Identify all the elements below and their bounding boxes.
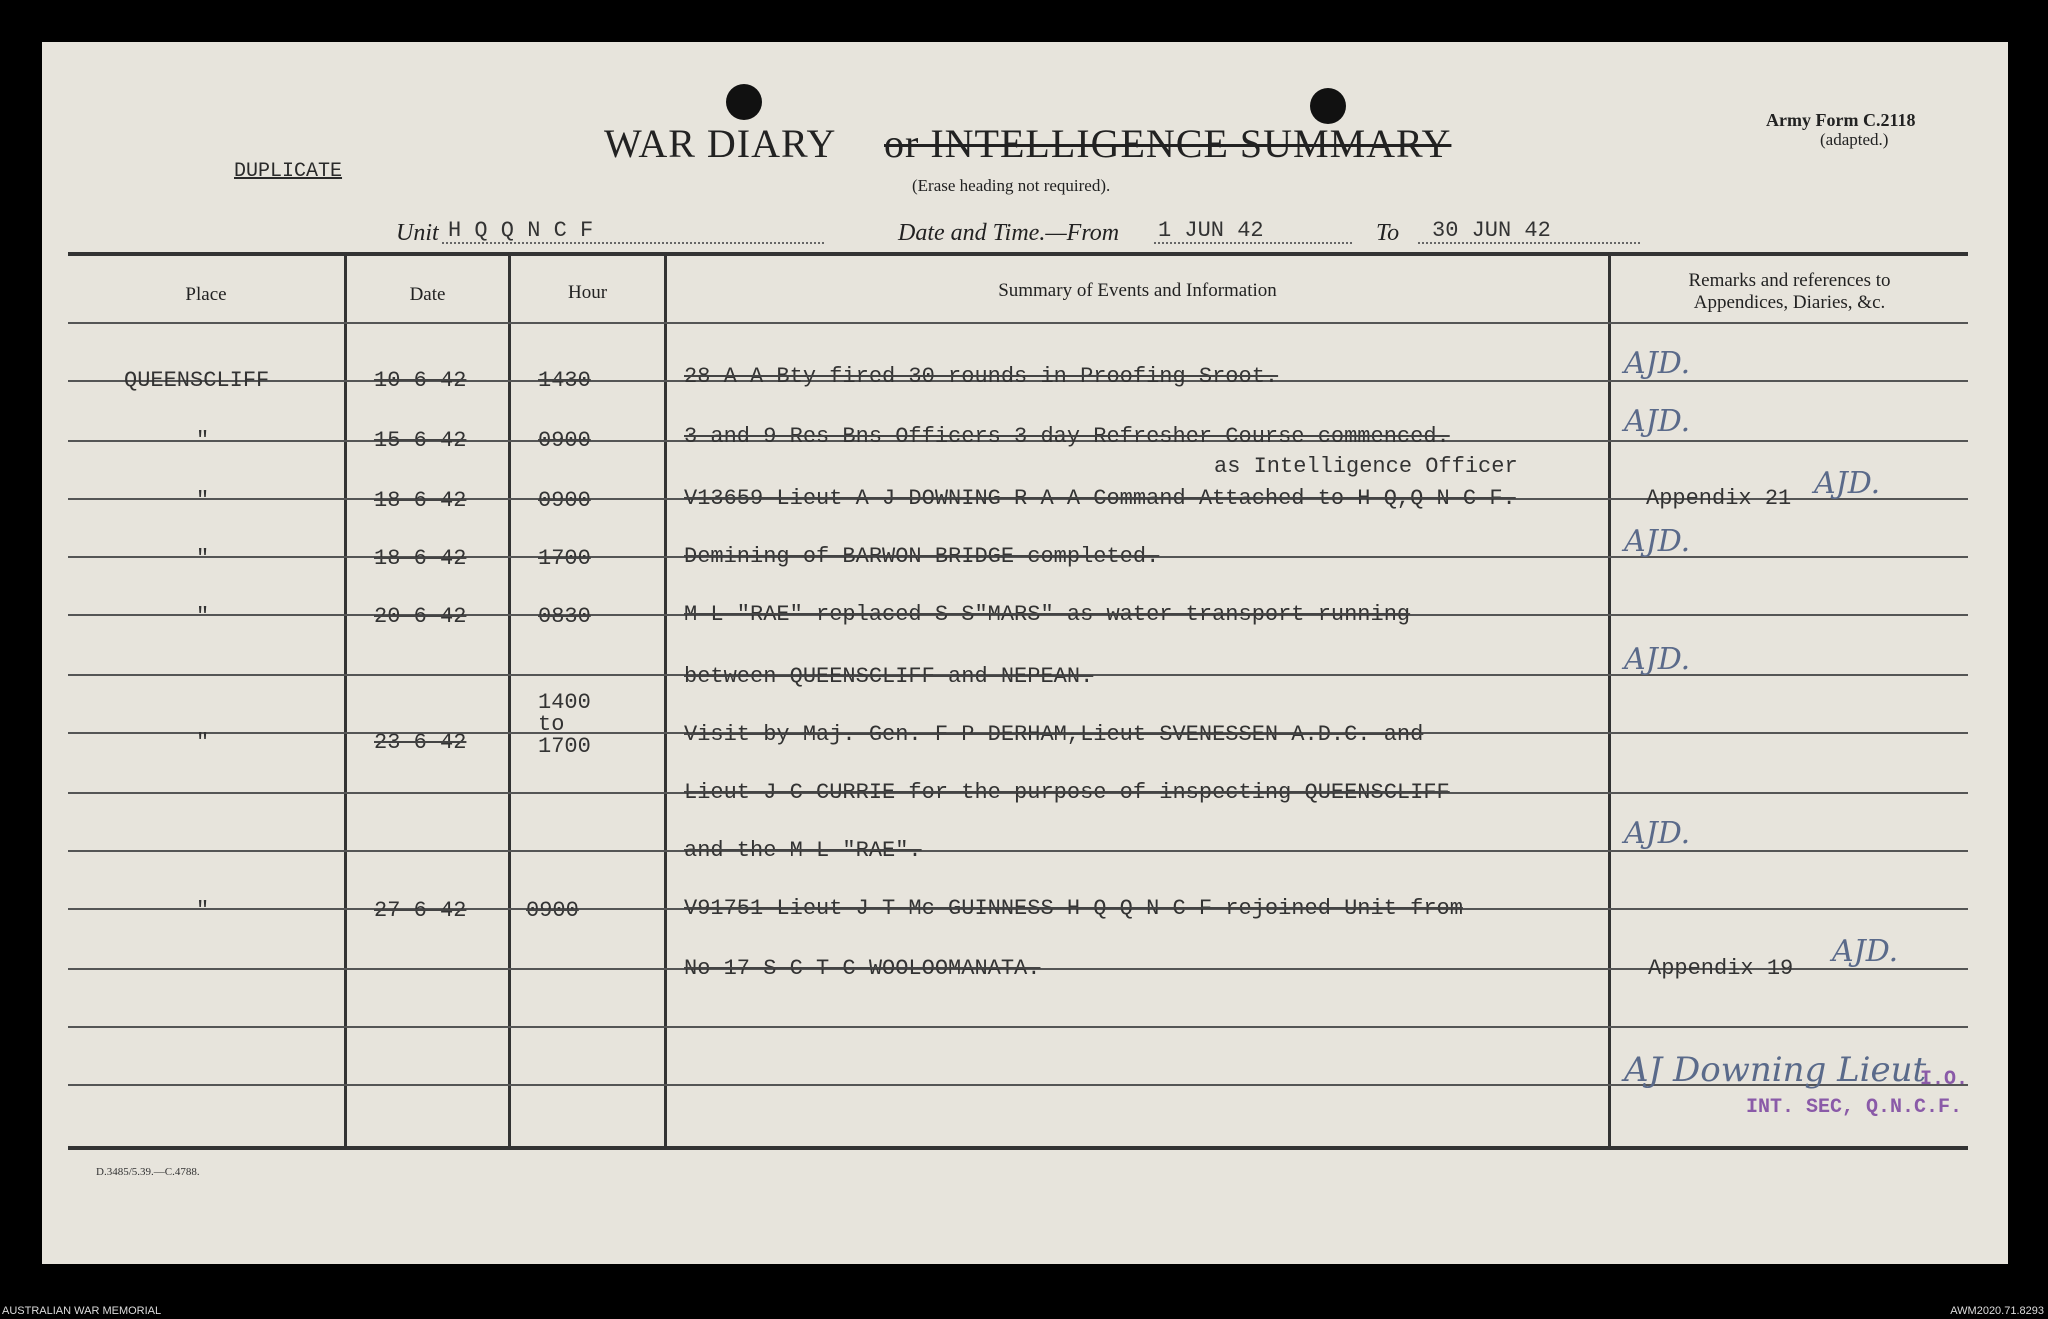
column-header-place: Place (185, 284, 227, 305)
entry-place: " (196, 898, 210, 923)
column-header-summary: Summary of Events and Information (998, 280, 1277, 301)
unit-value: H Q Q N C F (448, 218, 594, 243)
entry-initials: AJD. (1624, 404, 1691, 439)
row-rule (68, 1026, 1968, 1028)
column-header-hour: Hour (567, 282, 608, 303)
entry-summary: between QUEENSCLIFF and NEPEAN. (684, 664, 1094, 689)
struck-subtitle: or INTELLIGENCE SUMMARY (884, 121, 1452, 166)
entry-remarks: Appendix 21 (1646, 486, 1792, 511)
column-divider (508, 254, 511, 1148)
page-title: WAR DIARY (604, 121, 837, 166)
entry-summary: and the M L "RAE". (684, 838, 922, 863)
entry-date: 20-6-42 (374, 604, 467, 629)
erase-note: (Erase heading not required). (912, 176, 1111, 195)
entry-date: 23-6-42 (374, 730, 467, 755)
entry-place: QUEENSCLIFF (124, 368, 270, 393)
entry-hour: 0900 (538, 428, 591, 453)
entry-initials: AJD. (1624, 524, 1691, 559)
diary-page (42, 42, 2008, 1264)
header-rule (68, 322, 1968, 324)
entry-summary: Lieut J C CURRIE for the purpose of inspecting QUEENSCLIFF (684, 780, 1450, 805)
entry-summary: Demining of BARWON BRIDGE completed. (684, 544, 1160, 569)
entry-place: " (196, 428, 210, 453)
archive-credit: AUSTRALIAN WAR MEMORIAL (2, 1305, 162, 1317)
entry-hour: 1430 (538, 368, 591, 393)
entry-summary: 3 and 9 Res Bns Officers 3 day Refresher Course commenced. (684, 424, 1450, 449)
entry-summary: V91751 Lieut J T Mc GUINNESS H Q Q N C F rejoined Unit from (684, 896, 1463, 921)
entry-hour: 0900 (526, 898, 579, 923)
officer-signature: AJ Downing Lieut (1624, 1050, 1927, 1090)
entry-hour: 1700 (538, 546, 591, 571)
entry-date: 27-6-42 (374, 898, 467, 923)
entry-initials: AJD. (1624, 346, 1691, 381)
column-header-remarks-line2: Appendices, Diaries, &c. (1693, 292, 1886, 313)
table-bottom-border (68, 1146, 1968, 1150)
column-divider (1608, 254, 1611, 1148)
column-header-date: Date (409, 284, 446, 305)
unit-stamp: INT. SEC, Q.N.C.F. (1746, 1096, 1963, 1119)
entry-summary: V13659 Lieut A J DOWNING R A A Command Attached to H Q,Q N C F. (684, 486, 1516, 511)
punch-hole (726, 84, 762, 120)
column-divider (664, 254, 667, 1148)
army-form-adapted: (adapted.) (1820, 130, 1889, 149)
entry-date: 10-6-42 (374, 368, 467, 393)
entry-hour: 1400 to 1700 (538, 690, 591, 759)
army-form-number: Army Form C.2118 (1766, 110, 1916, 130)
entry-summary: M L "RAE" replaced S S"MARS" as water transport running (684, 602, 1411, 627)
entry-summary: 28 A A Bty fired 30 rounds in Proofing Sroot. (684, 364, 1279, 389)
entry-remarks: Appendix 19 (1648, 956, 1794, 981)
to-label: To (1376, 220, 1400, 246)
from-date: 1 JUN 42 (1158, 218, 1264, 243)
unit-label: Unit (396, 220, 439, 246)
io-label: I.O. (1920, 1068, 1969, 1091)
entry-insert: as Intelligence Officer (1214, 454, 1518, 479)
entry-date: 18-6-42 (374, 546, 467, 571)
duplicate-label: DUPLICATE (234, 160, 343, 183)
entry-date: 15-6-42 (374, 428, 467, 453)
entry-place: " (196, 488, 210, 513)
entry-initials: AJD. (1624, 816, 1691, 851)
entry-initials: AJD. (1624, 642, 1691, 677)
entry-summary: Visit by Maj. Gen. F P DERHAM,Lieut SVENESSEN A.D.C. and (684, 722, 1424, 747)
entry-initials: AJD. (1832, 934, 1899, 969)
column-header-remarks: Remarks and references to (1688, 270, 1891, 291)
entry-initials: AJD. (1814, 466, 1881, 501)
to-date: 30 JUN 42 (1432, 218, 1551, 243)
punch-hole (1310, 88, 1346, 124)
entry-date: 18-6-42 (374, 488, 467, 513)
entry-hour: 0900 (538, 488, 591, 513)
date-time-label: Date and Time.—From (898, 220, 1120, 246)
column-divider (344, 254, 347, 1148)
entry-hour: 0830 (538, 604, 591, 629)
archive-reference: AWM2020.71.8293 (1950, 1305, 2044, 1317)
entry-summary: No 17 S C T C WOOLOOMANATA. (684, 956, 1041, 981)
table-top-border (68, 252, 1968, 256)
form-print-code: D.3485/5.39.—C.4788. (96, 1166, 200, 1178)
entry-place: " (196, 546, 210, 571)
entry-place: " (196, 604, 210, 629)
entry-place: " (196, 730, 210, 755)
